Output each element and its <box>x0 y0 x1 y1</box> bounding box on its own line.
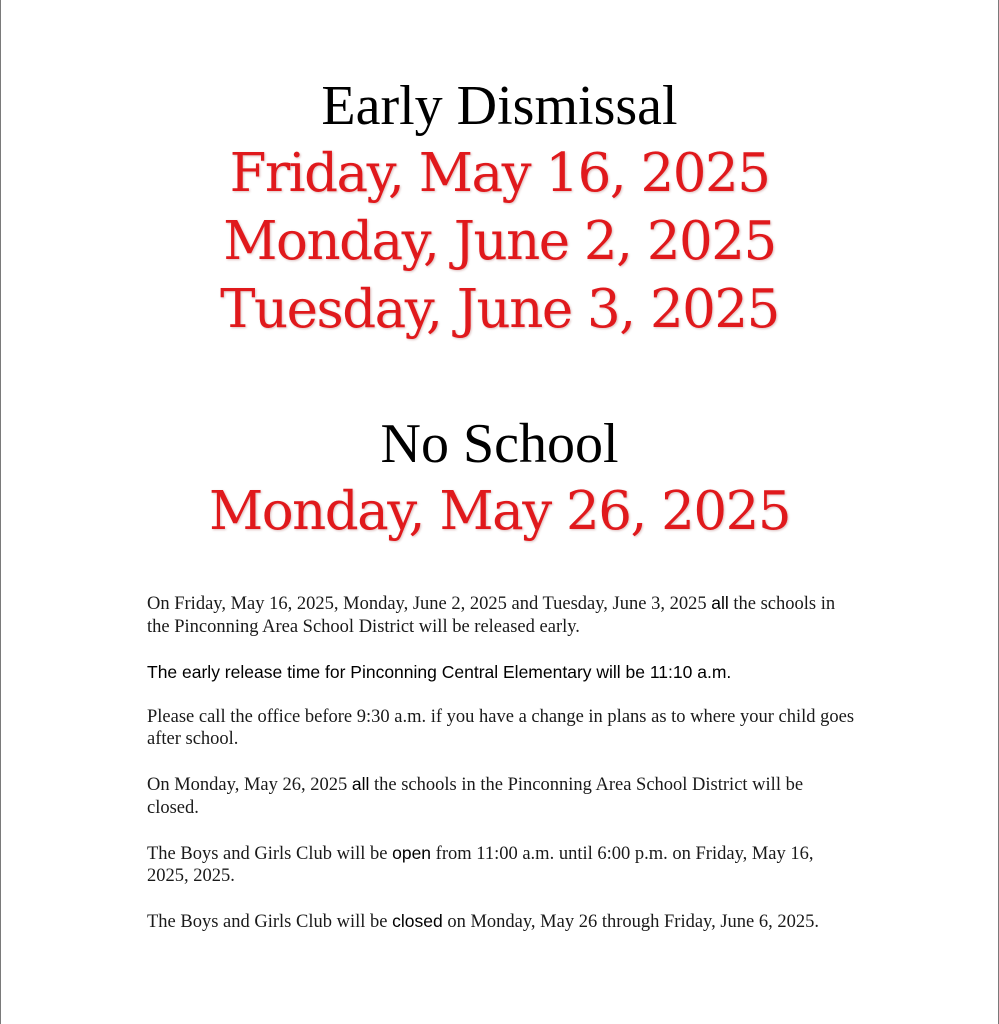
early-release-paragraph <box>147 592 857 638</box>
emphasis-open: open <box>392 842 432 863</box>
paragraph-text: the schools in the Pinconning Area School District will be closed. <box>147 775 804 818</box>
club-open-paragraph <box>147 842 857 888</box>
emphasis-closed: closed <box>392 911 443 931</box>
section-spacer <box>0 344 999 410</box>
paragraph-text: On Friday, May 16, 2025, Monday, June 2, 2025 and Tuesday, June 3, 2025 <box>147 594 712 614</box>
paragraph-text: on Monday, May 26 through Friday, June 6, 2025. <box>442 912 820 932</box>
emphasis-all: all <box>351 774 370 794</box>
announcement-headings <box>0 72 999 546</box>
early-dismissal-date-1: Friday, May 16, 2025 <box>229 143 770 204</box>
announcement-body <box>147 592 857 956</box>
no-school-title: No School <box>380 413 619 475</box>
paragraph-text: from 11:00 a.m. until 6:00 p.m. on Friday, May 16, 2025, 2025. <box>147 843 814 886</box>
paragraph-text: the schools in the Pinconning Area School District will be released early. <box>147 594 836 637</box>
closed-paragraph <box>147 773 857 819</box>
paragraph-text: The Boys and Girls Club will be <box>147 843 393 864</box>
early-dismissal-date-3: Tuesday, June 3, 2025 <box>220 279 779 340</box>
emphasis-all: all <box>711 593 729 613</box>
early-dismissal-title: Early Dismissal <box>321 75 678 137</box>
paragraph-text: The Boys and Girls Club will be <box>147 912 393 932</box>
release-time-paragraph: The early release time for Pinconning Central Elementary will be 11:10 a.m. <box>147 661 732 682</box>
call-office-paragraph: Please call the office before 9:30 a.m. if you have a change in plans as to where your child goes after school. <box>147 706 855 749</box>
early-dismissal-date-2: Monday, June 2, 2025 <box>223 211 776 272</box>
no-school-date: Monday, May 26, 2025 <box>208 481 791 542</box>
club-closed-paragraph <box>147 910 857 934</box>
paragraph-text: On Monday, May 26, 2025 <box>147 775 352 795</box>
